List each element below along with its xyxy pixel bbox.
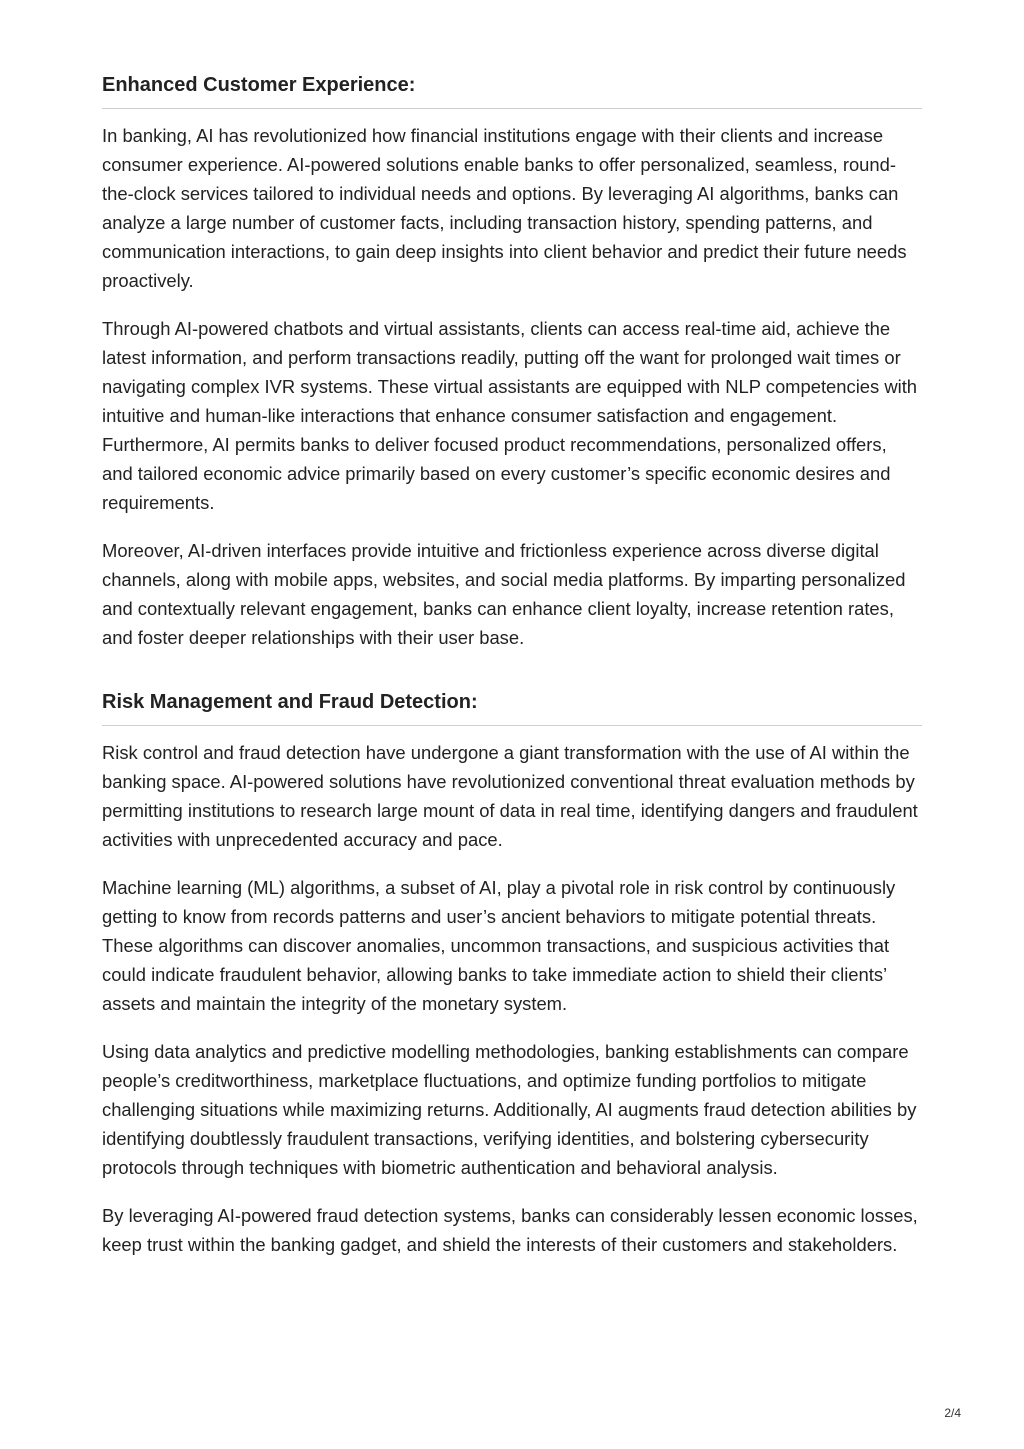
page-number: 2/4 <box>944 1406 961 1420</box>
paragraph: Machine learning (ML) algorithms, a subset of AI, play a pivotal role in risk control by continuously getting to know from records patterns and user’s ancient behaviors to mitigate potential threats. These algorithms can discover anomalies, uncommon transactions, and suspicious activities that could indicate fraudulent behavior, allowing banks to take immediate action to shield their clients’ assets and maintain the integrity of the monetary system. <box>102 877 896 1014</box>
paragraph: By leveraging AI-powered fraud detection systems, banks can considerably lessen economic losses, keep trust within the banking gadget, and shield the interests of their customers and stakeholders. <box>102 1205 918 1255</box>
paragraph: In banking, AI has revolutionized how financial institutions engage with their clients and increase consumer experience. AI-powered solutions enable banks to offer personalized, seamless, round-the-clock services tailored to individual needs and options. By leveraging AI algorithms, banks can analyze a large number of customer facts, including transaction history, spending patterns, and communication interactions, to gain deep insights into client behavior and predict their future needs proactively. <box>102 125 907 291</box>
document-body <box>102 71 922 1259</box>
paragraph: Moreover, AI-driven interfaces provide intuitive and frictionless experience across diverse digital channels, along with mobile apps, websites, and social media platforms. By imparting personalized and contextually relevant engagement, banks can enhance client loyalty, increase retention rates, and foster deeper relationships with their user base. <box>102 540 906 648</box>
paragraph: Risk control and fraud detection have undergone a giant transformation with the use of AI within the banking space. AI-powered solutions have revolutionized conventional threat evaluation methods by permitting institutions to research large mount of data in real time, identifying dangers and fraudulent activities with unprecedented accuracy and pace. <box>102 742 918 850</box>
section-heading-risk-management: Risk Management and Fraud Detection: <box>102 688 922 726</box>
paragraph: Through AI-powered chatbots and virtual assistants, clients can access real-time aid, achieve the latest information, and perform transactions readily, putting off the want for prolonged wait times or navigating complex IVR systems. These virtual assistants are equipped with NLP competencies with intuitive and human-like interactions that enhance consumer satisfaction and engagement. Furthermore, AI permits banks to deliver focused product recommendations, personalized offers, and tailored economic advice primarily based on every customer’s specific economic desires and requirements. <box>102 318 918 513</box>
section-heading-customer-experience: Enhanced Customer Experience: <box>102 71 922 109</box>
paragraph: Using data analytics and predictive modelling methodologies, banking establishments can compare people’s creditworthiness, marketplace fluctuations, and optimize funding portfolios to mitigate challenging situations while maximizing returns. Additionally, AI augments fraud detection abilities by identifying doubtlessly fraudulent transactions, verifying identities, and bolstering cybersecurity protocols through techniques with biometric authentication and behavioral analysis. <box>102 1041 917 1178</box>
